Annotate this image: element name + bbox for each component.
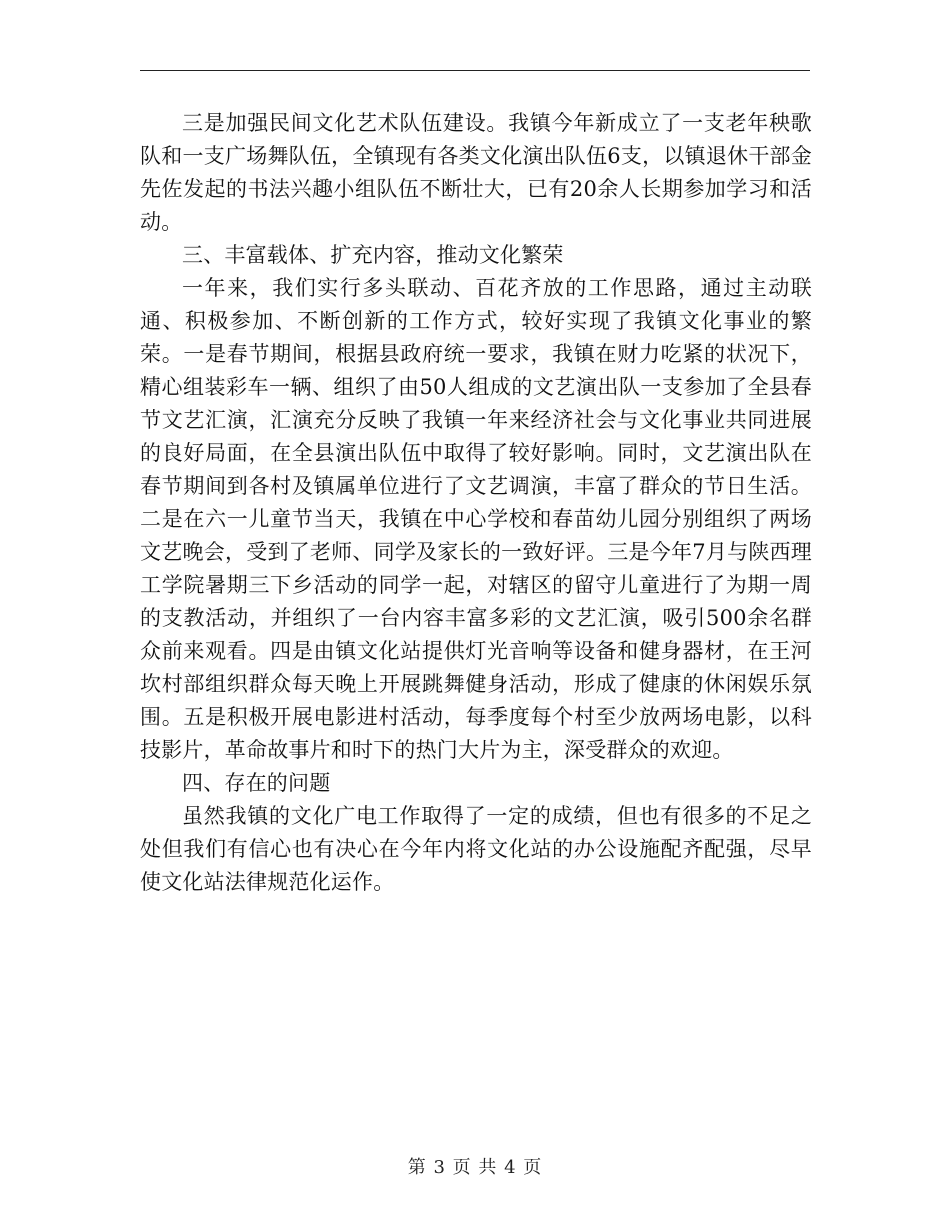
- section-heading-culture-prosperity: 三、丰富载体、扩充内容，推动文化繁荣: [182, 243, 564, 267]
- document-body: [140, 107, 812, 899]
- paragraph-problems-plans: 虽然我镇的文化广电工作取得了一定的成绩，但也有很多的不足之处但我们有信心也有决心在今年内将文化站的办公设施配齐配强，尽早使文化站法律规范化运作。: [140, 804, 812, 894]
- paragraph-folk-arts-teams: 三是加强民间文化艺术队伍建设。我镇今年新成立了一支老年秧歌队和一支广场舞队伍，全镇现有各类文化演出队伍6支，以镇退休干部金先佐发起的书法兴趣小组队伍不断壮大，已有20余人长期参加学习和活动。: [140, 111, 812, 234]
- section-heading-existing-problems: 四、存在的问题: [182, 771, 331, 795]
- paragraph-annual-activities: 一年来，我们实行多头联动、百花齐放的工作思路，通过主动联通、积极参加、不断创新的工作方式，较好实现了我镇文化事业的繁荣。一是春节期间，根据县政府统一要求，我镇在财力吃紧的状况下，精心组装彩车一辆、组织了由50人组成的文艺演出队一支参加了全县春节文艺汇演，汇演充分反映了我镇一年来经济社会与文化事业共同进展的良好局面，在全县演出队伍中取得了较好影响。同时，文艺演出队在春节期间到各村及镇属单位进行了文艺调演，丰富了群众的节日生活。二是在六一儿童节当天，我镇在中心学校和春苗幼儿园分别组织了两场文艺晚会，受到了老师、同学及家长的一致好评。三是今年7月与陕西理工学院暑期三下乡活动的同学一起，对辖区的留守儿童进行了为期一周的支教活动，并组织了一台内容丰富多彩的文艺汇演，吸引500余名群众前来观看。四是由镇文化站提供灯光音响等设备和健身器材，在王河坎村部组织群众每天晚上开展跳舞健身活动，形成了健康的休闲娱乐氛围。五是积极开展电影进村活动，每季度每个村至少放两场电影，以科技影片，革命故事片和时下的热门大片为主，深受群众的欢迎。: [140, 276, 812, 762]
- header-rule: [140, 70, 810, 71]
- page-number-footer: 第 3 页 共 4 页: [407, 1157, 543, 1178]
